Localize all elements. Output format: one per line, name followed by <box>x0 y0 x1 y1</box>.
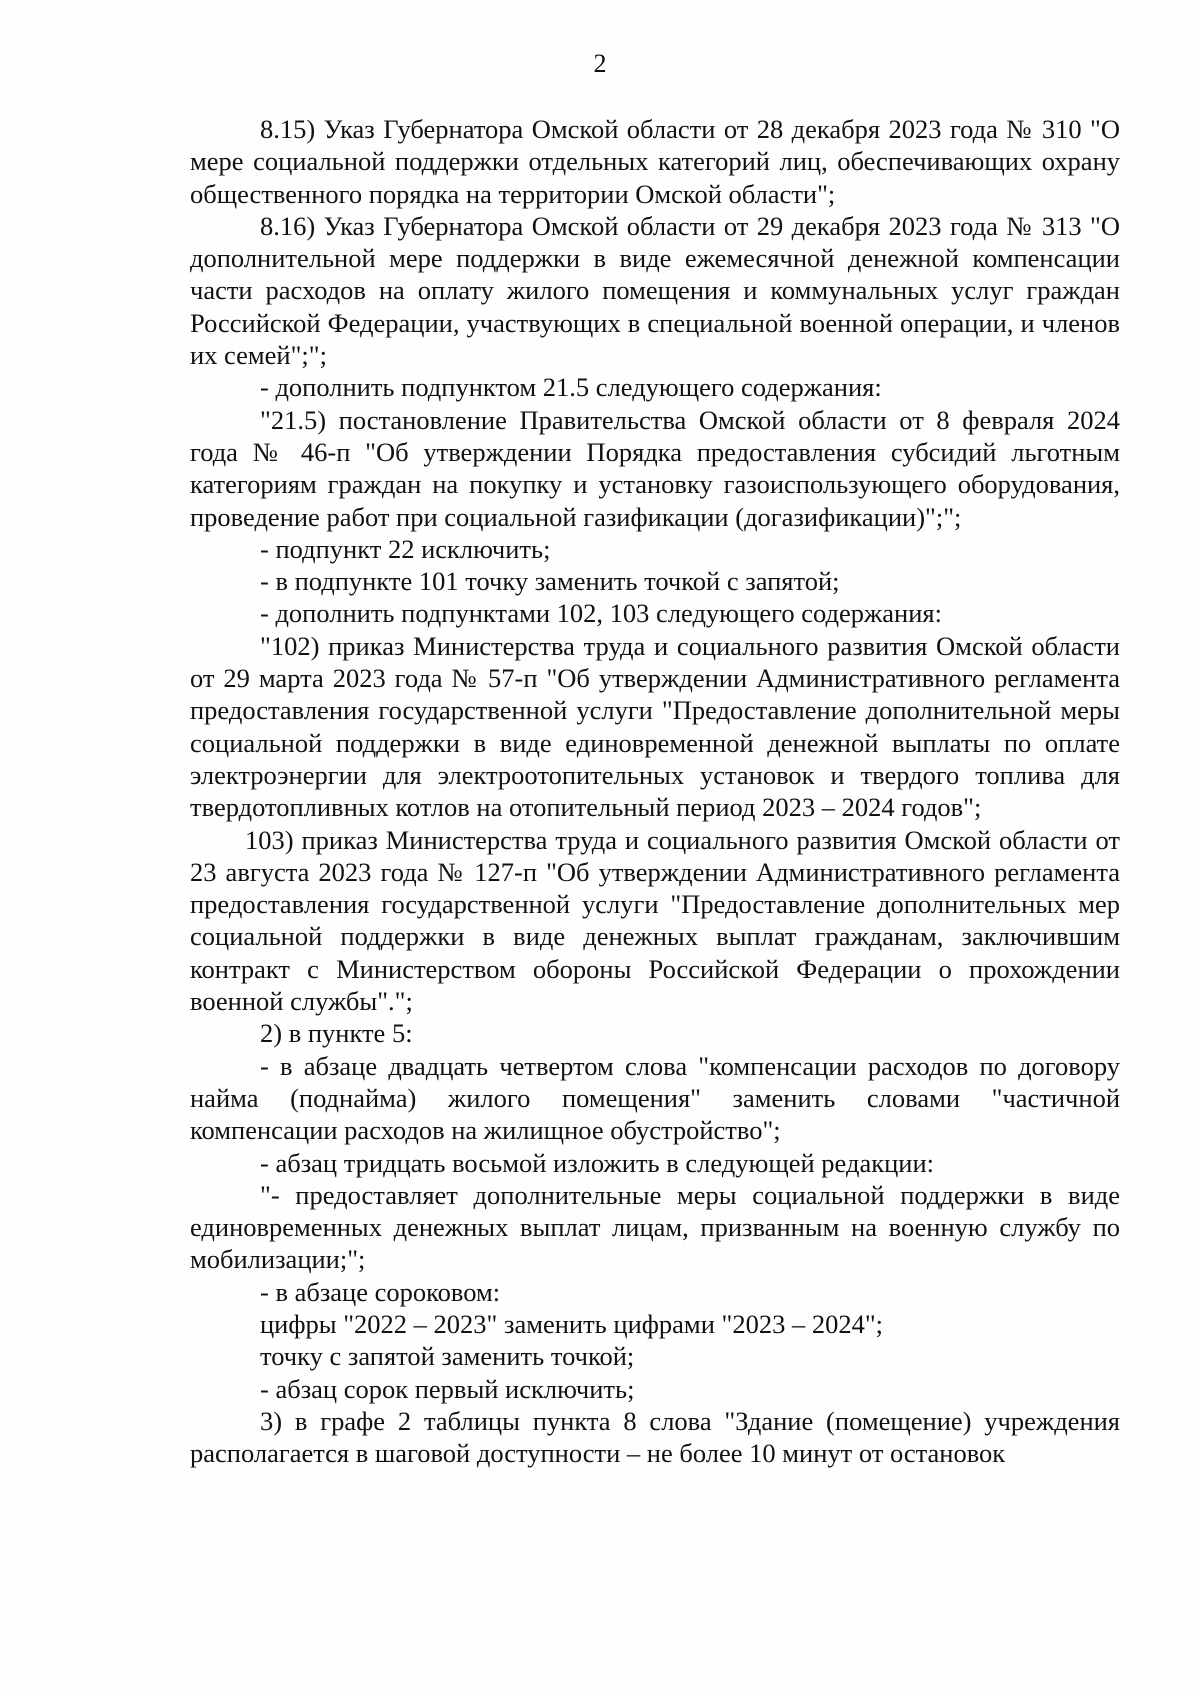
paragraph-subitem-101: - в подпункте 101 точку заменить точкой с запятой; <box>260 566 840 597</box>
page-number: 2 <box>593 49 607 78</box>
paragraph-abzac-24: - в абзаце двадцать четвертом слова "компенсации расходов по договору найма (поднайма) жилого помещения" заменить словами "частичной компенсации расходов на жилищное обустройство"; <box>190 1050 1120 1146</box>
paragraph-digits-replace: цифры "2022 – 2023" заменить цифрами "2023 – 2024"; <box>260 1308 884 1339</box>
paragraph-8-16: 8.16) Указ Губернатора Омской области от 29 декабря 2023 года № 313 "О дополнительной мере поддержки в виде ежемесячной денежной компенсации части расходов на оплату жилого помещения и коммунальных услуг граждан Российской Федерации, участвующих в специальной военной операции, и членов их семей";"; <box>190 210 1120 371</box>
paragraph-102: "102) приказ Министерства труда и социального развития Омской области от 29 марта 2023 года № 57-п "Об утверждении Административного регламента предоставления государственной услуги "Предоставление дополнительной меры социальной поддержки в виде единовременной денежной выплаты по оплате электроэнергии для электроотопительных установок и твердого топлива для твердотопливных котлов на отопительный период 2023 – 2024 годов"; <box>190 630 1120 823</box>
paragraph-add-21-5: - дополнить подпунктом 21.5 следующего содержания: <box>260 372 882 403</box>
document-body <box>190 113 1120 1469</box>
paragraph-abzac-40: - в абзаце сороковом: <box>260 1276 501 1307</box>
paragraph-abzac-38: - абзац тридцать восьмой изложить в следующей редакции: <box>260 1147 934 1178</box>
paragraph-abzac-38-text: "- предоставляет дополнительные меры социальной поддержки в виде единовременных денежных выплат лицам, призванным на военную службу по мобилизации;"; <box>190 1179 1120 1275</box>
paragraph-item-5: 2) в пункте 5: <box>260 1018 413 1049</box>
paragraph-abzac-41: - абзац сорок первый исключить; <box>260 1373 635 1404</box>
paragraph-add-102-103: - дополнить подпунктами 102, 103 следующего содержания: <box>260 598 942 629</box>
paragraph-21-5: "21.5) постановление Правительства Омской области от 8 февраля 2024 года № 46-п "Об утверждении Порядка предоставления субсидий льготным категориям граждан на покупку и установку газоиспользующего оборудования, проведение работ при социальной газификации (догазификации)";"; <box>190 404 1120 532</box>
paragraph-exclude-22: - подпункт 22 исключить; <box>260 533 551 564</box>
paragraph-semicolon-replace: точку с запятой заменить точкой; <box>260 1341 635 1372</box>
paragraph-item-8-table: 3) в графе 2 таблицы пункта 8 слова "Здание (помещение) учреждения располагается в шаговой доступности – не более 10 минут от остановок <box>190 1405 1120 1469</box>
paragraph-8-15: 8.15) Указ Губернатора Омской области от 28 декабря 2023 года № 310 "О мере социальной поддержки отдельных категорий лиц, обеспечивающих охрану общественного порядка на территории Омской области"; <box>190 114 1120 209</box>
paragraph-103: 103) приказ Министерства труда и социального развития Омской области от 23 августа 2023 года № 127-п "Об утверждении Административного регламента предоставления государственной услуги "Предоставление дополнительных мер социальной поддержки в виде денежных выплат гражданам, заключившим контракт с Министерством обороны Российской Федерации о прохождении военной службы"."; <box>190 824 1120 1017</box>
